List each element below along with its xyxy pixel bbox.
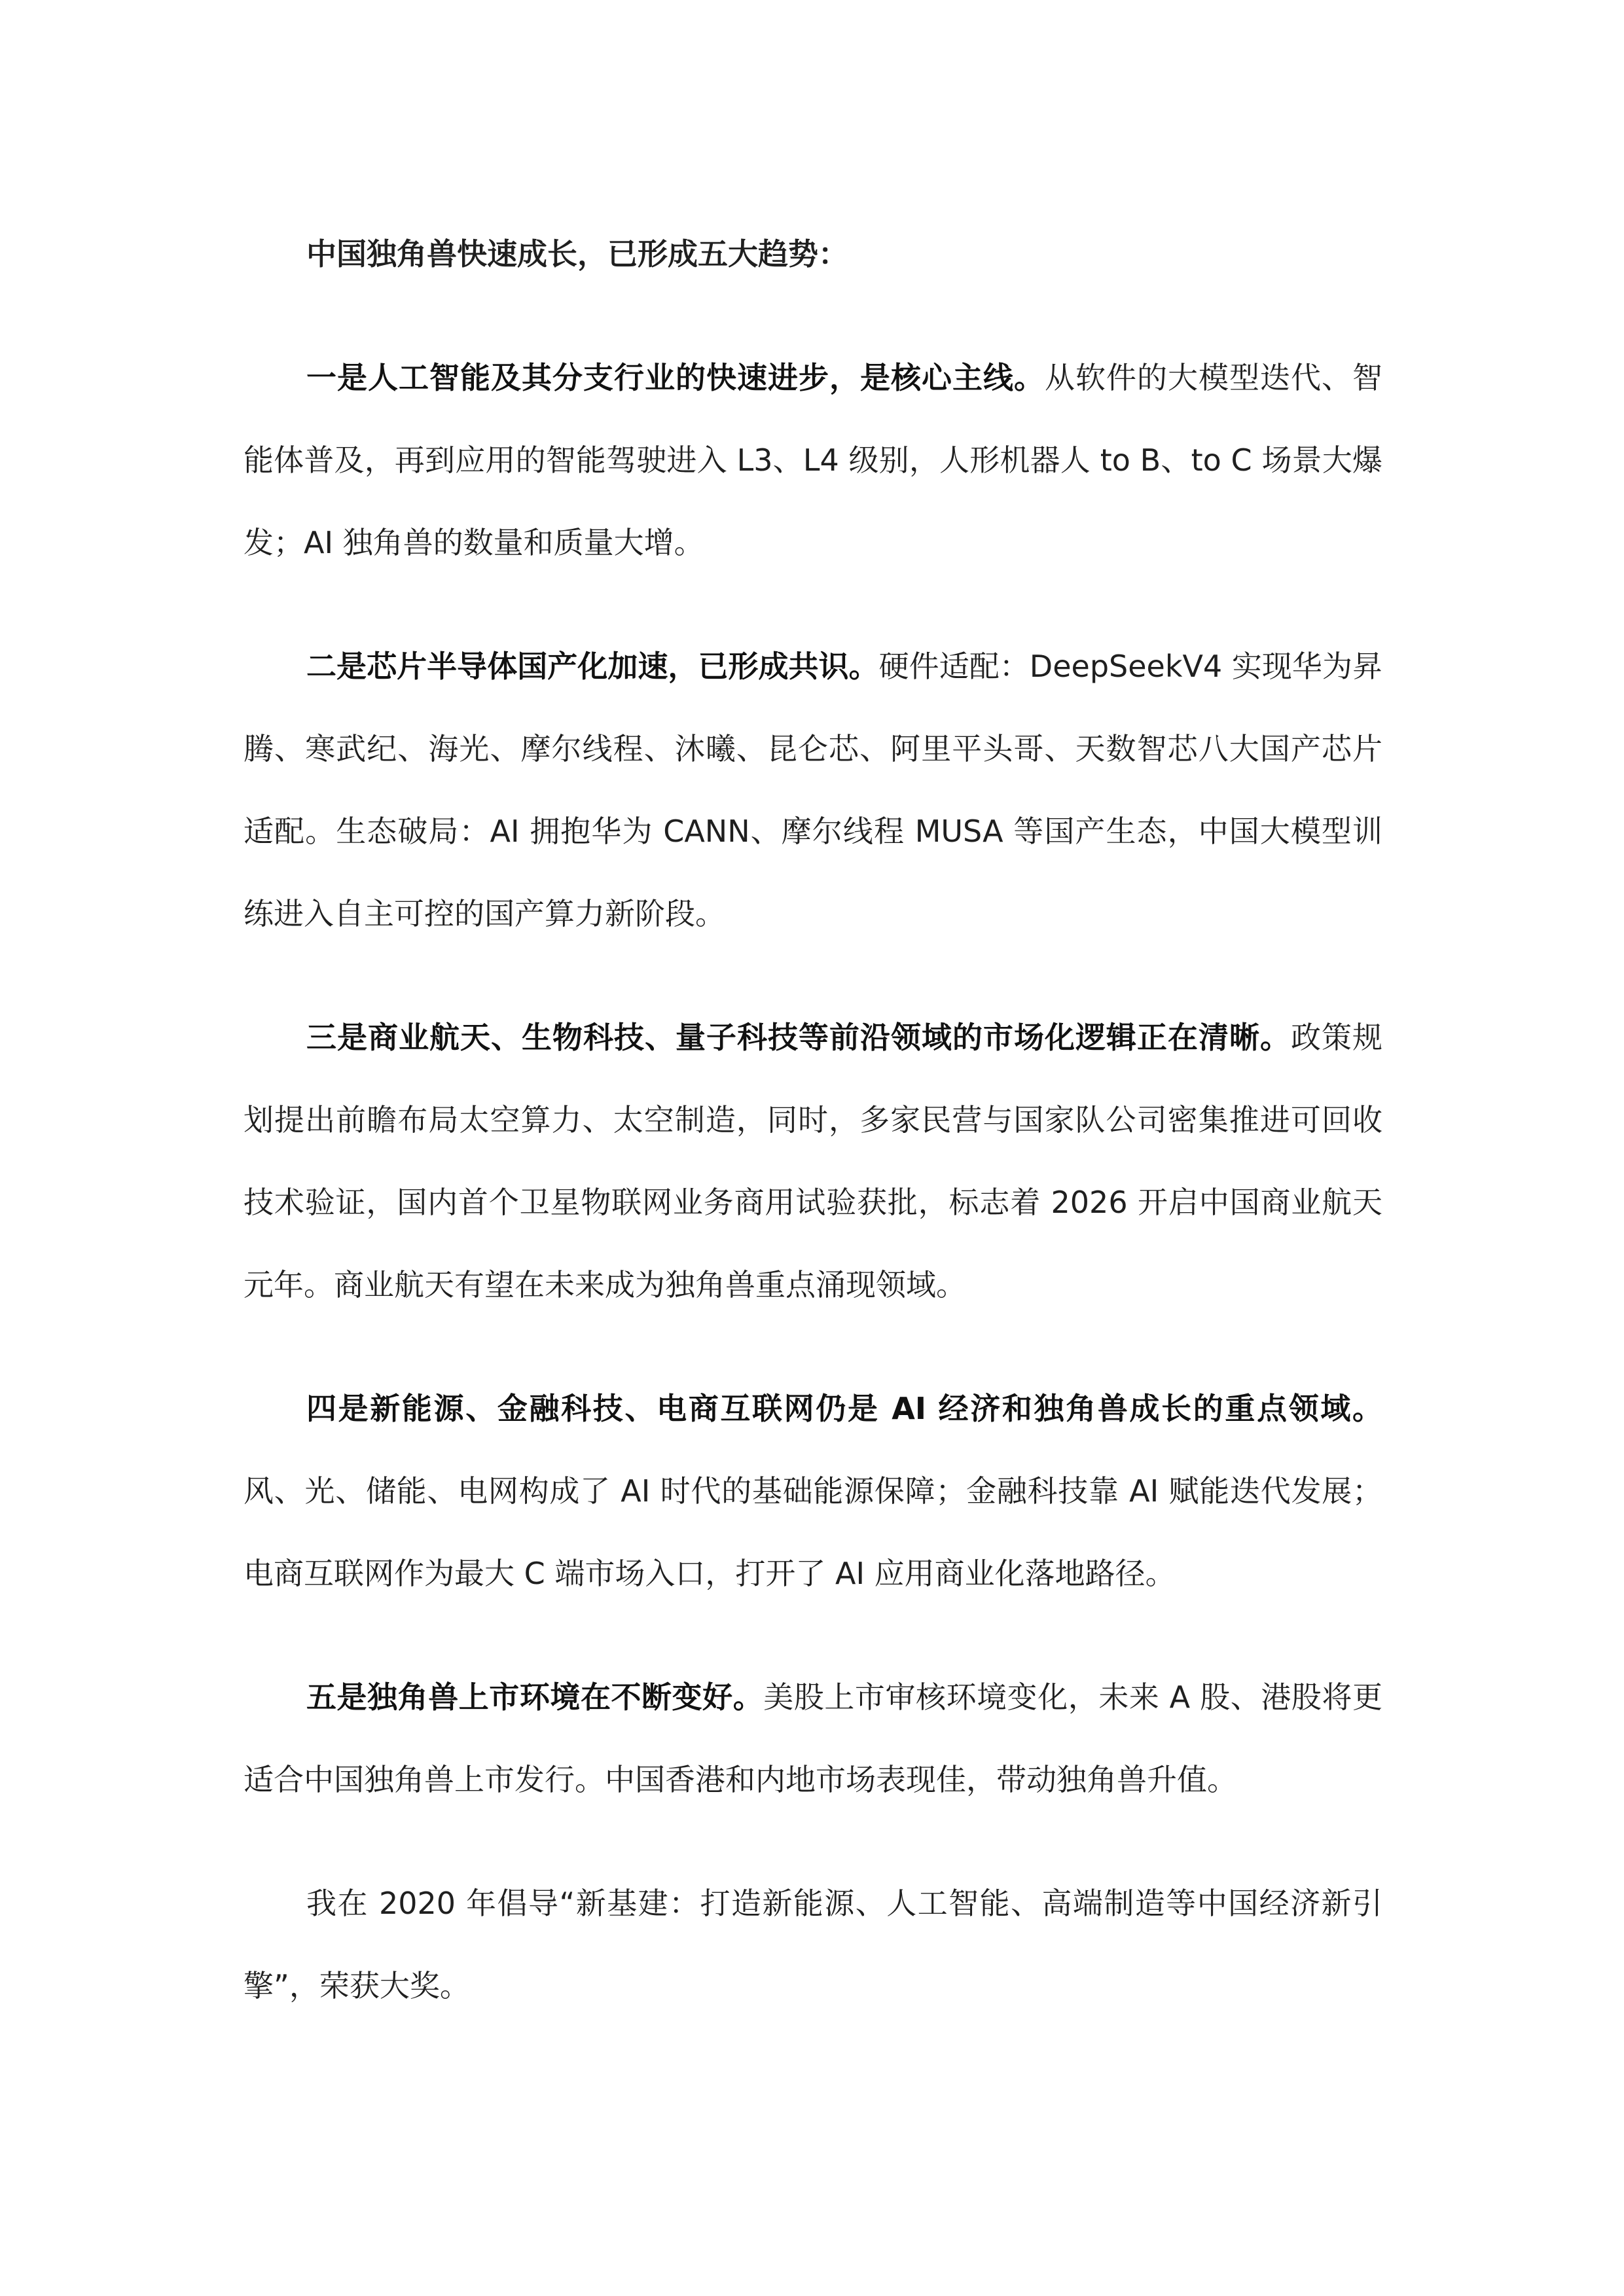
document-heading: 中国独角兽快速成长，已形成五大趋势： (306, 236, 848, 272)
trend-lead-4: 四是新能源、金融科技、电商互联网仍是 AI 经济和独角兽成长的重点领域。 (306, 1391, 1382, 1426)
document-body (244, 213, 1382, 2027)
trend-body-1: 从软件的大模型迭代、智能体普及，再到应用的智能驾驶进入 L3、L4 级别，人形机器人 to B、to C 场景大爆发；AI 独角兽的数量和质量大增。 (244, 360, 1382, 560)
trend-lead-1: 一是人工智能及其分支行业的快速进步，是核心主线。 (306, 360, 1045, 395)
trend-body-2: 硬件适配：DeepSeekV4 实现华为昇腾、寒武纪、海光、摩尔线程、沐曦、昆仑芯、阿里平头哥、天数智芯八大国产芯片适配。生态破局：AI 拥抱华为 CANN、摩尔线程 MUSA 等国产生态，中国大模型训练进入自主可控的国产算力新阶段。 (244, 649, 1382, 931)
trend-lead-3: 三是商业航天、生物科技、量子科技等前沿领域的市场化逻辑正在清晰。 (306, 1020, 1291, 1055)
trend-lead-5: 五是独角兽上市环境在不断变好。 (306, 1679, 764, 1715)
trend-lead-2: 二是芯片半导体国产化加速，已形成共识。 (306, 649, 879, 684)
trend-body-3: 政策规划提出前瞻布局太空算力、太空制造，同时，多家民营与国家队公司密集推进可回收技术验证，国内首个卫星物联网业务商用试验获批，标志着 2026 开启中国商业航天元年。商业航天有望在未来成为独角兽重点涌现领域。 (244, 1020, 1382, 1302)
trend-paragraph-1 (244, 336, 1382, 584)
trend-body-5: 美股上市审核环境变化，未来 A 股、港股将更适合中国独角兽上市发行。中国香港和内地市场表现佳，带动独角兽升值。 (244, 1679, 1382, 1797)
closing-paragraph: 我在 2020 年倡导“新基建：打造新能源、人工智能、高端制造等中国经济新引擎”，荣获大奖。 (244, 1886, 1382, 2003)
trend-paragraph-2 (244, 625, 1382, 955)
trend-paragraph-3 (244, 996, 1382, 1326)
trend-body-4: 风、光、储能、电网构成了 AI 时代的基础能源保障；金融科技靠 AI 赋能迭代发展；电商互联网作为最大 C 端市场入口，打开了 AI 应用商业化落地路径。 (244, 1473, 1382, 1591)
trend-paragraph-4 (244, 1367, 1382, 1615)
trend-paragraph-5 (244, 1656, 1382, 1821)
